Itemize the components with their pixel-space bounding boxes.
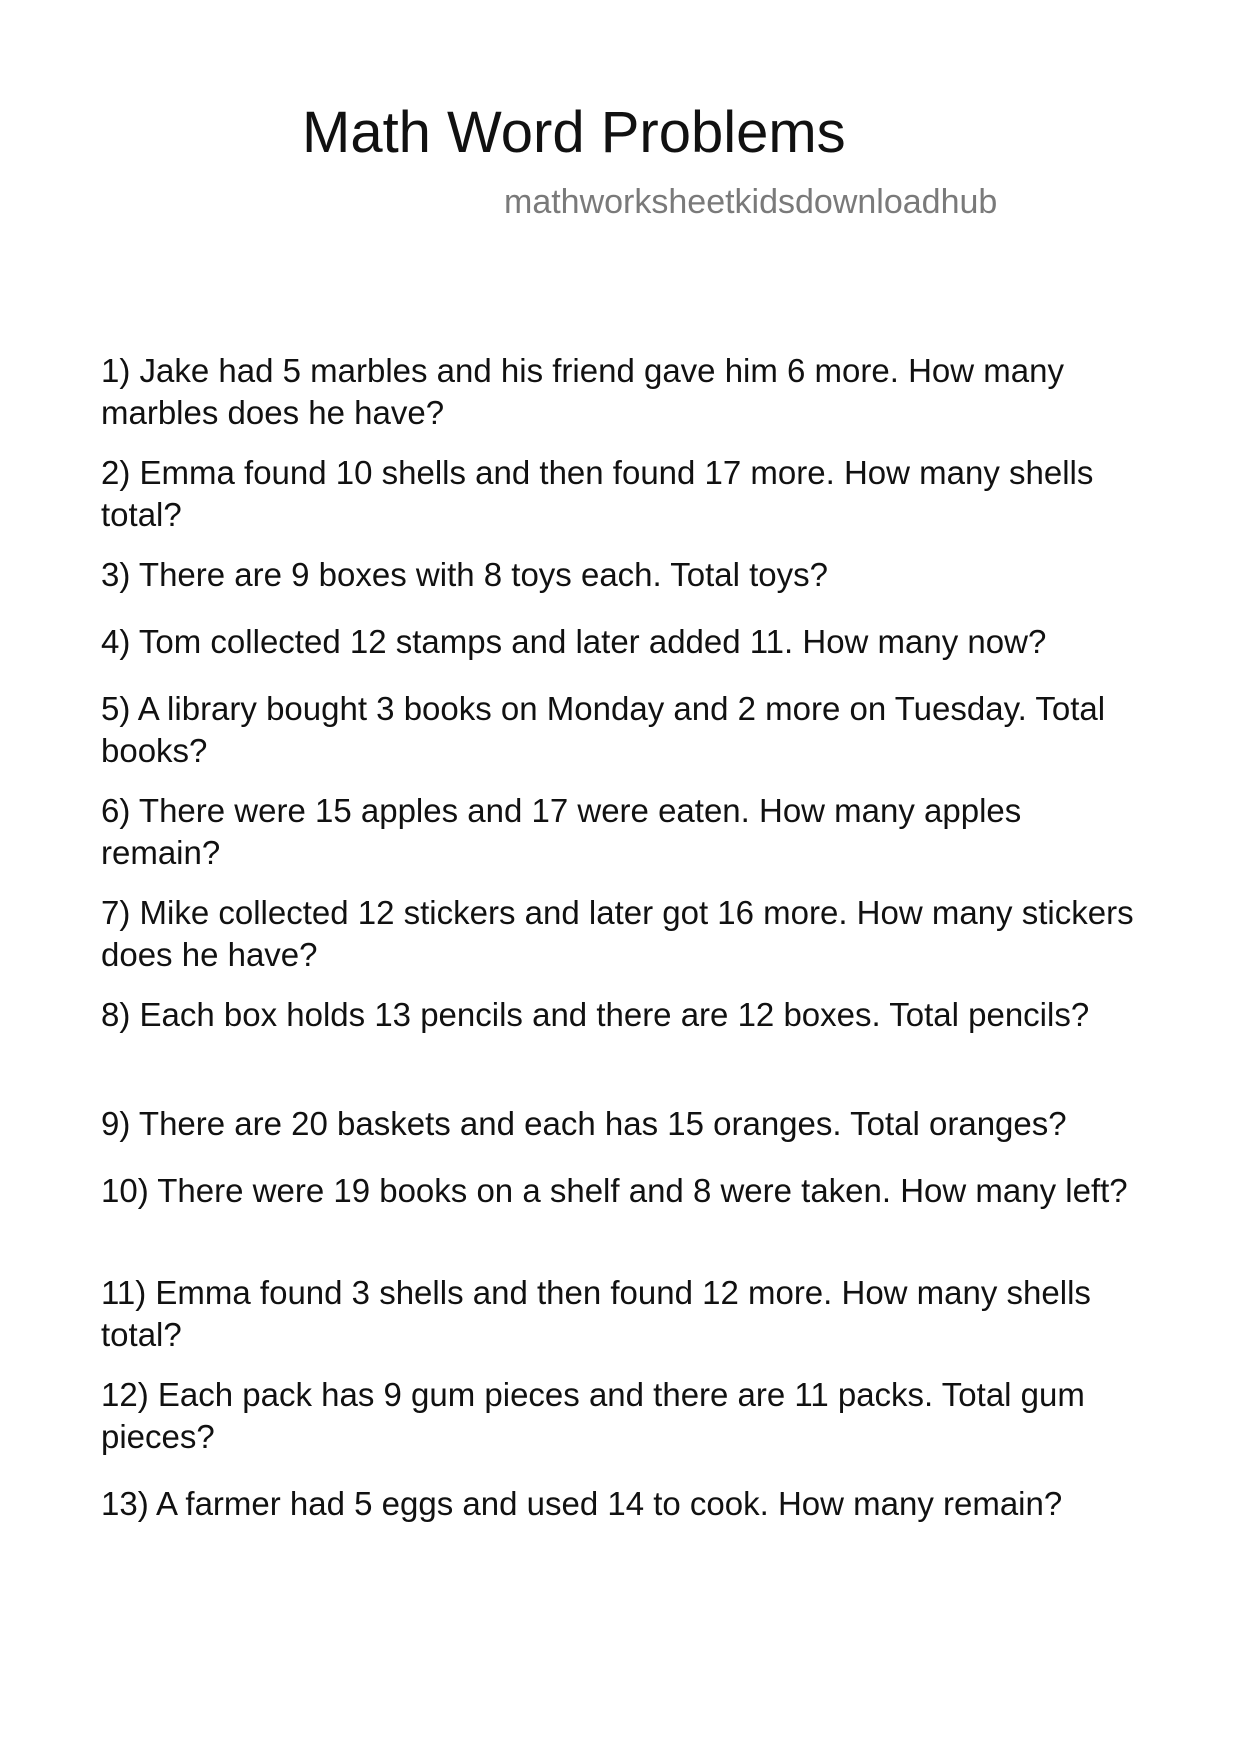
problem-3: 3) There are 9 boxes with 8 toys each. Total toys? [101, 556, 829, 593]
problem-9: 9) There are 20 baskets and each has 15 oranges. Total oranges? [101, 1105, 1067, 1142]
problem-2: 2) Emma found 10 shells and then found 17 more. How many shells total? [101, 454, 1094, 533]
problem-5: 5) A library bought 3 books on Monday and 2 more on Tuesday. Total books? [101, 690, 1106, 769]
page-title: Math Word Problems [302, 100, 846, 165]
problem-11: 11) Emma found 3 shells and then found 12 more. How many shells total? [101, 1274, 1091, 1353]
problem-10: 10) There were 19 books on a shelf and 8 were taken. How many left? [101, 1172, 1128, 1209]
problem-7: 7) Mike collected 12 stickers and later got 16 more. How many stickers does he have? [101, 894, 1134, 973]
problem-6: 6) There were 15 apples and 17 were eaten. How many apples remain? [101, 792, 1022, 871]
problem-8: 8) Each box holds 13 pencils and there are 12 boxes. Total pencils? [101, 996, 1090, 1033]
problem-13: 13) A farmer had 5 eggs and used 14 to cook. How many remain? [101, 1485, 1063, 1522]
problem-12: 12) Each pack has 9 gum pieces and there are 11 packs. Total gum pieces? [101, 1376, 1085, 1455]
problem-1: 1) Jake had 5 marbles and his friend gave him 6 more. How many marbles does he have? [101, 352, 1064, 431]
problem-4: 4) Tom collected 12 stamps and later added 11. How many now? [101, 623, 1047, 660]
source-caption: mathworksheetkidsdownloadhub [504, 183, 998, 221]
